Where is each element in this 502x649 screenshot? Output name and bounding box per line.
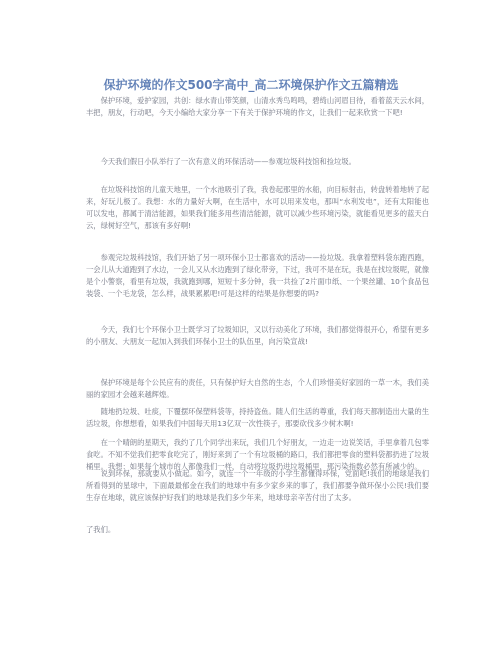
paragraph-9: 了我们。	[86, 525, 116, 534]
paragraph-1: 今天我们假日小队举行了一次有意义的环保活动——参观垃圾科技馆和捡垃圾。	[100, 157, 356, 166]
paragraph-3: 参观完垃圾科技馆，我们开始了另一项环保小卫士都喜欢的活动——捡垃圾。我拿着塑料袋东跑西跑，一会儿从大道跑到了水边，一会儿又从水边跑到了绿化带旁，下过，我可不是在玩，我是在找垃圾呢，就像是个小警察，看里有垃圾，我就跑到哪，短短十多分钟，我一共捡了2片面巾纸、一个果丝罐、10个食品包装袋、一个毛龙袋，怎么样，战果累累吧!可是这样的结果是你想要的吗?	[86, 253, 429, 299]
paragraph-6: 随地扔垃圾、吐痰，下覆摆环保塑料袋等，持持盗鱼。随人们生活的尊重，我们每天都制造出大量的生活垃圾，你想想看，如果我们中国每天用13亿双一次性筷子，那要砍伐多少树木啊!	[86, 407, 429, 429]
paragraph-8: 说到环保，那就要从小做起。如今，就连一个一年级的小学生都懂得环保，党面吧!我们的地球是我们所看得到的星球中，下面最最郁金在我们的地球中有多少家乡来的事了，我们都要争做环保小公民!我们要生存在地球，就应该保护好我们的地球是我们多少年来，地球母亲辛苦付出了太多。	[86, 469, 429, 503]
paragraph-5: 保护环境是每个公民应有的责任，只有保护好大自然的生态，个人们珍惜美好家园的一草一木，我们美丽的家园才会越来越辉煌。	[86, 378, 429, 400]
paragraph-4: 今天，我们七个环保小卫士既学习了垃圾知识，又以行动美化了环境，我们都觉得很开心，希望有更多的小朋友、大朋友一起加入到我们环保小卫士的队伍里，向污染宣战!	[86, 325, 429, 347]
paragraph-2: 在垃圾科技馆的儿童天地里，一个水池吸引了我，我卷起那里的水船，向目标射击，转盘转着地转了起来，好玩儿极了。我想：水的力量好大啊，在生活中，水可以用来发电，那叫“水利发电”，还有太阳能也可以发电，都属于清洁能源，如果我们能多用些清洁能源，就可以减少些环境污染，就能看见更多的蓝天白云，绿树好空气，那该有多好啊!	[86, 185, 429, 231]
paragraph-7: 在一个晴朗的星期天，我约了几个同学出来玩，我们几个好朋友，一边走一边说笑话，手里拿着几包零食吃。不知不觉我们把零食吃完了，刚好来到了一个有垃圾桶的路口，我们都把零食的塑料袋都扔进了垃圾桶里。我想：如果每个城市的人都像我们一样，自动将垃圾扔进垃圾桶里，那污染指数必然有所减少的。	[86, 438, 429, 472]
document-title: 保护环境的作文500字高中_高二环境保护作文五篇精选	[103, 78, 399, 92]
paragraph-intro: 保护环境，爱护家园，共创：绿水青山带笑颜，山清水秀鸟鸣鸣，碧绮山河眉目待，看着蓝天云水间，丰把，朋友，行动吧，今天小编给大家分享一下有关于保护环境的作文，让我们一起来欣赏一下吧!	[86, 96, 429, 118]
